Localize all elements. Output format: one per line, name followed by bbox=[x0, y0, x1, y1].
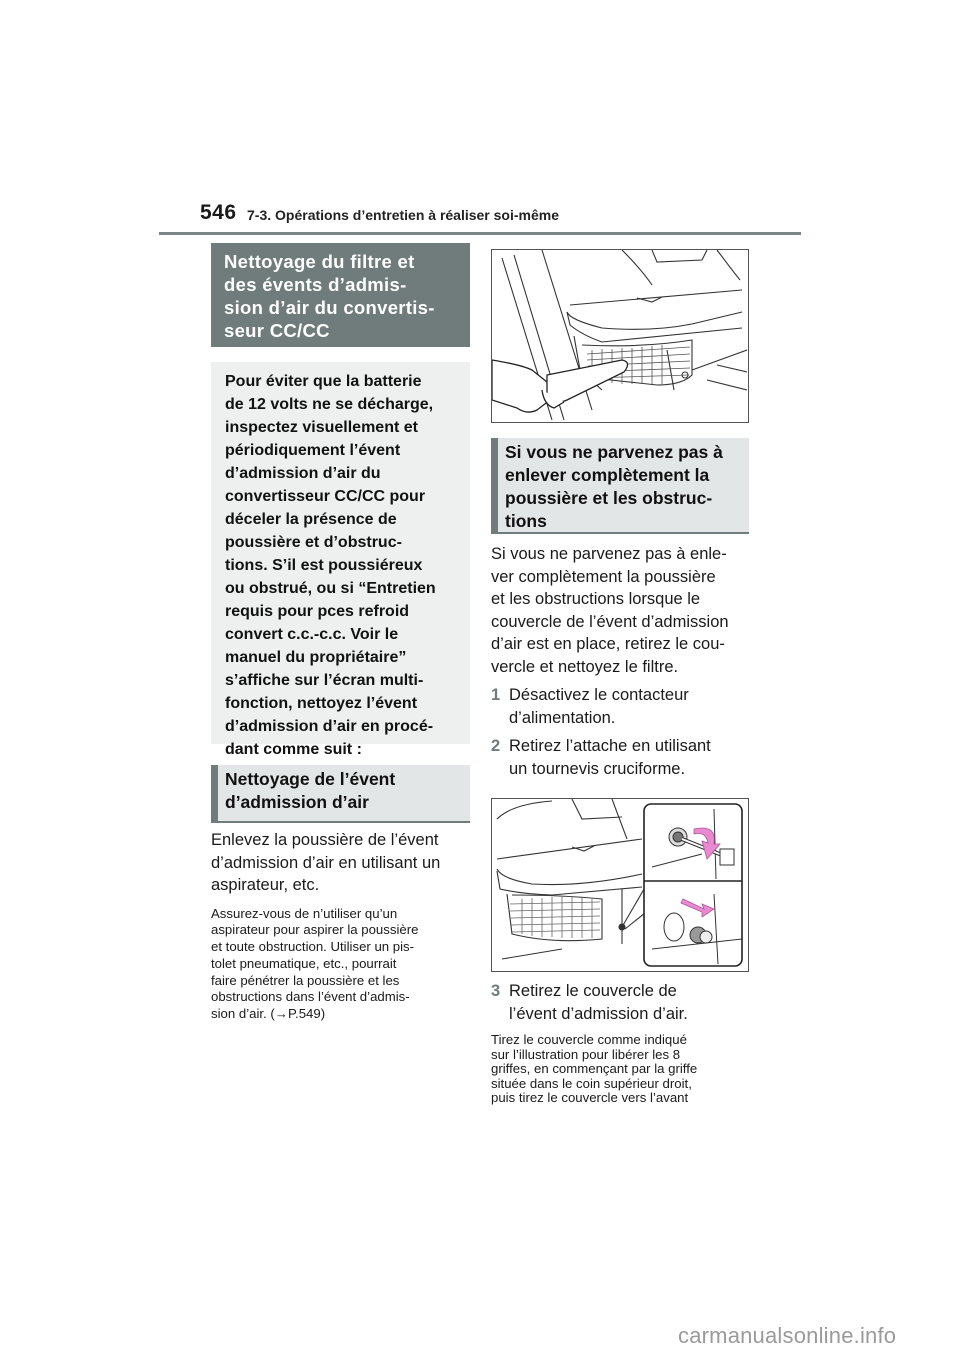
page-header bbox=[200, 201, 800, 235]
subheading-line: enlever complètement la bbox=[505, 465, 710, 485]
subheading-line: Si vous ne parvenez pas à bbox=[505, 442, 723, 462]
warning-line: de 12 volts ne se décharge, bbox=[225, 396, 434, 413]
subheading-line: Nettoyage de l’évent bbox=[225, 769, 396, 789]
main-title-line: sion d’air du convertis- bbox=[224, 297, 435, 318]
body-paragraph bbox=[491, 543, 749, 678]
step-text bbox=[509, 684, 749, 729]
step-number: 3 bbox=[491, 982, 501, 1000]
main-title-box bbox=[211, 243, 470, 347]
warning-info-box bbox=[211, 362, 470, 758]
watermark: carmanualsonline.info bbox=[678, 1323, 897, 1348]
body-paragraph bbox=[211, 829, 470, 897]
step-line: Retirez l’attache en utilisant bbox=[509, 737, 711, 755]
figure-clip-removal-illustration bbox=[491, 798, 749, 972]
step-line: l’évent d’admission d’air. bbox=[509, 1004, 688, 1023]
note-line: sur l’illustration pour libérer les 8 bbox=[491, 1046, 681, 1062]
body-line: Enlevez la poussière de l’évent bbox=[211, 831, 439, 849]
main-title-line: Nettoyage du filtre et bbox=[224, 251, 415, 272]
note-line: aspirateur pour aspirer la poussière bbox=[211, 922, 419, 938]
note-paragraph bbox=[211, 906, 470, 1024]
subheading-line: d’admission d’air bbox=[225, 792, 369, 812]
warning-line: convertisseur CC/CC pour bbox=[225, 488, 426, 505]
note-line: obstructions dans l’évent d’admis- bbox=[211, 989, 410, 1005]
warning-line: d’admission d’air en procé- bbox=[225, 718, 434, 735]
section-title: 7-3. Opérations d’entretien à réaliser soi-même bbox=[247, 207, 560, 223]
subheading-text bbox=[505, 441, 741, 533]
note-line: faire pénétrer la poussière et les bbox=[211, 972, 400, 988]
body-line: aspirateur, etc. bbox=[211, 876, 320, 894]
header-divider bbox=[159, 232, 801, 235]
subheading-line: poussière et les obstruc- bbox=[505, 488, 713, 508]
warning-line: inspectez visuellement et bbox=[225, 419, 418, 436]
body-line: d’air est en place, retirez le cou- bbox=[491, 635, 725, 653]
step-line: Retirez le couvercle de bbox=[509, 982, 677, 1000]
body-line: ver complètement la poussière bbox=[491, 567, 716, 586]
body-line: couvercle de l’évent d’admission bbox=[491, 612, 729, 631]
warning-text bbox=[225, 370, 460, 761]
warning-line: périodiquement l’évent bbox=[225, 442, 401, 459]
warning-line: manuel du propriétaire” bbox=[225, 649, 407, 666]
screwdriver-clip-illustration-icon bbox=[492, 799, 747, 970]
main-title-line: des évents d’admis- bbox=[224, 274, 407, 295]
step-number: 1 bbox=[491, 686, 501, 704]
note-line: située dans le coin supérieur droit, bbox=[491, 1075, 692, 1091]
note-line: Tirez le couvercle comme indiqué bbox=[491, 1032, 687, 1047]
page-reference-link[interactable]: sion d’air. (→P.549) bbox=[211, 1006, 326, 1022]
warning-line: requis pour pces refroid bbox=[225, 603, 410, 620]
step-1 bbox=[491, 684, 749, 729]
step-text bbox=[509, 980, 749, 1025]
step-text bbox=[509, 735, 749, 780]
warning-line: déceler la présence de bbox=[225, 511, 397, 528]
step-number: 2 bbox=[491, 737, 501, 755]
right-column bbox=[491, 249, 749, 1106]
note-line: puis tirez le couvercle vers l’avant bbox=[491, 1090, 689, 1105]
page-number: 546 bbox=[200, 201, 237, 224]
body-line: et les obstructions lorsque le bbox=[491, 590, 701, 608]
warning-line: tions. S’il est poussiéreux bbox=[225, 557, 423, 574]
warning-line: s’affiche sur l’écran multi- bbox=[225, 672, 424, 689]
step-3 bbox=[491, 980, 749, 1025]
vacuum-cleaner-illustration-icon bbox=[492, 250, 747, 421]
left-column bbox=[211, 243, 470, 1023]
note-line: tolet pneumatique, etc., pourrait bbox=[211, 955, 397, 971]
figure-vacuum-illustration bbox=[491, 249, 749, 423]
note-line: et toute obstruction. Utiliser un pis- bbox=[211, 939, 415, 955]
subheading-text bbox=[225, 768, 462, 814]
warning-line: fonction, nettoyez l’évent bbox=[225, 695, 418, 712]
step-line: d’alimentation. bbox=[509, 708, 616, 727]
warning-line: ou obstrué, ou si “Entretien bbox=[225, 580, 436, 597]
subheading-line: tions bbox=[505, 511, 547, 531]
subheading-cannot-remove-dust bbox=[491, 438, 749, 534]
warning-line: d’admission d’air du bbox=[225, 465, 381, 482]
subheading-cleaning-vent bbox=[211, 765, 470, 823]
body-line: d’admission d’air en utilisant un bbox=[211, 853, 441, 872]
step-2 bbox=[491, 735, 749, 780]
warning-line: dant comme suit : bbox=[225, 741, 362, 758]
note-line: Assurez-vous de n’utiliser qu’un bbox=[211, 905, 398, 921]
body-line: Si vous ne parvenez pas à enle- bbox=[491, 545, 727, 563]
warning-line: convert c.c.-c.c. Voir le bbox=[225, 626, 399, 643]
main-title-line: seur CC/CC bbox=[224, 320, 330, 341]
warning-line: Pour éviter que la batterie bbox=[225, 373, 422, 390]
note-line: griffes, en commençant par la griffe bbox=[491, 1061, 698, 1076]
warning-line: poussière et d’obstruc- bbox=[225, 534, 402, 551]
step-line: un tournevis cruciforme. bbox=[509, 759, 686, 778]
note-paragraph bbox=[491, 1033, 749, 1106]
main-title bbox=[224, 250, 458, 342]
step-line: Désactivez le contacteur bbox=[509, 686, 689, 704]
body-line: vercle et nettoyez le filtre. bbox=[491, 657, 679, 676]
